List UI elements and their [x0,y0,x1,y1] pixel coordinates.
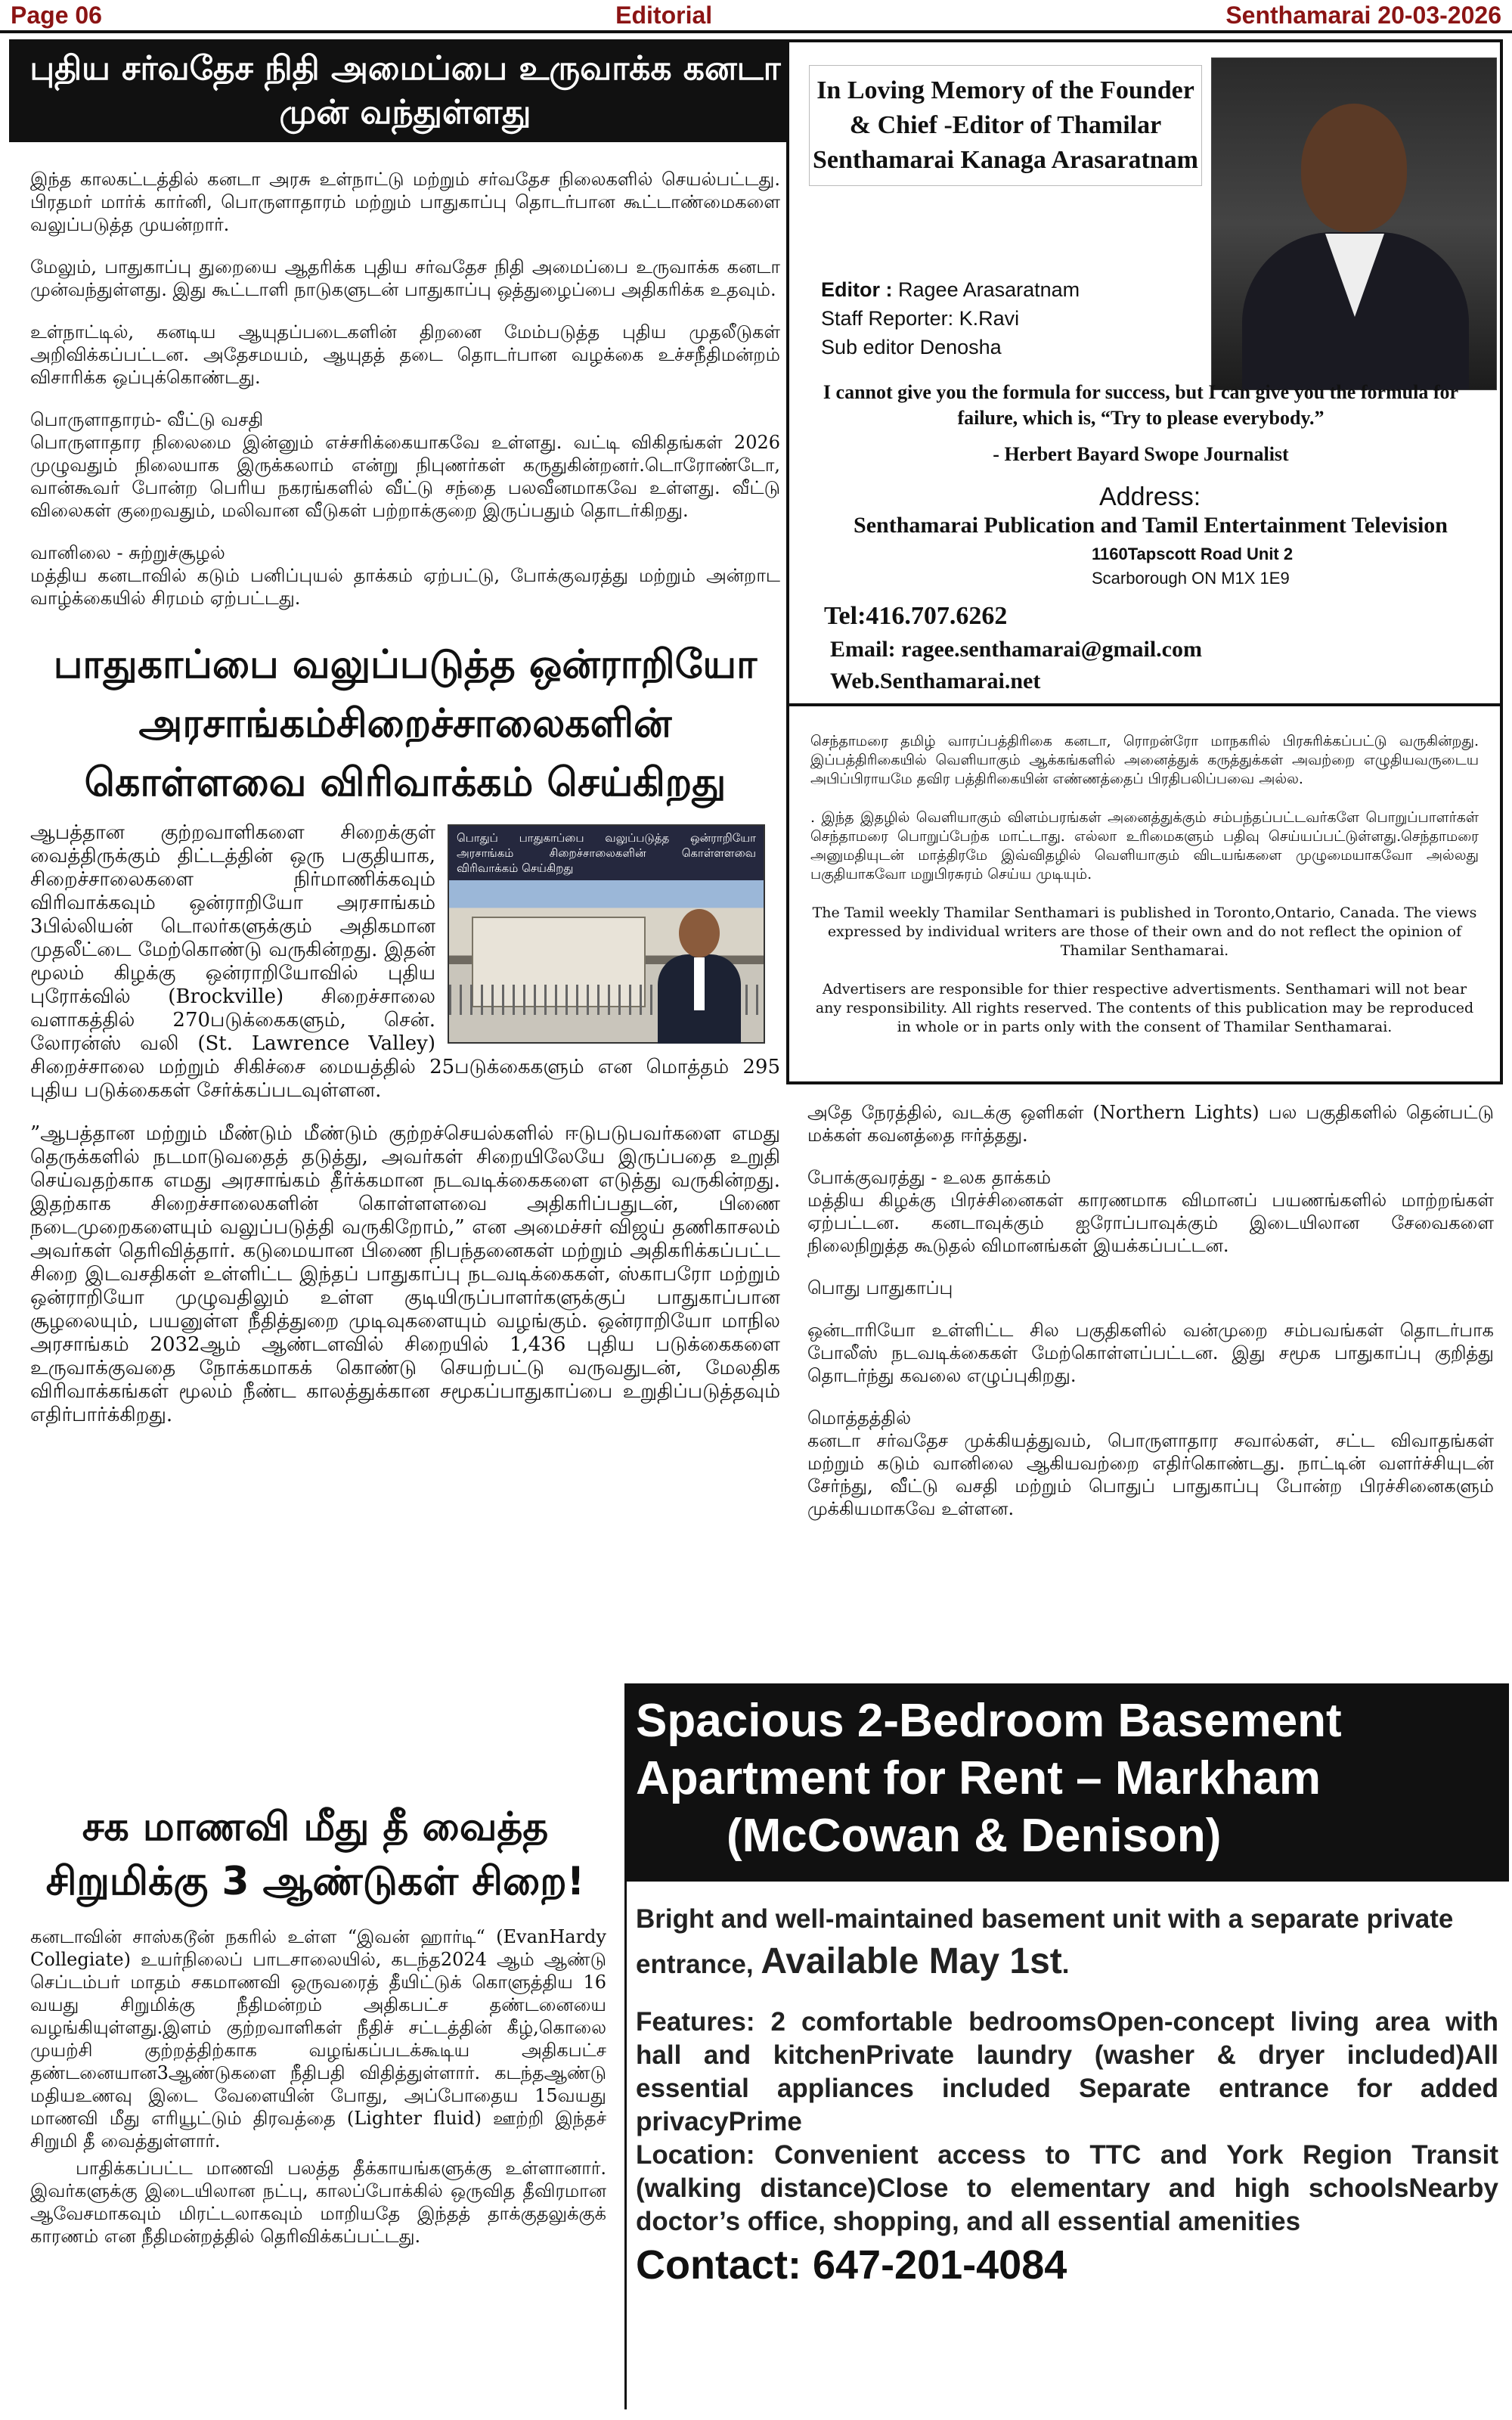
cont-sub2: பொது பாதுகாப்பு [807,1277,953,1298]
ad-title [627,1683,1509,1882]
ad-intro-para [636,1898,1498,1986]
ad-period: . [1061,1950,1070,1979]
address-label: Address: [1099,482,1201,511]
article2-p2: ”ஆபத்தான மற்றும் மீண்டும் மீண்டும் குற்றச்செயல்களில் ஈடுபடுபவர்களை எமது தெருக்களில் நடமாடுவதைத் தடுத்து, அவர்கள் சிறையிலேயே இருப்பதை உறுதி செய்வதற்காக எமது அரசாங்கம் தீர்க்கமான நடவடிக்கைகளை எடுத்து வருகின்றது. இதற்காக சிறைச்சாலைகளின் கொள்ளளவை அதிகரிப்பதுடன், பிணை நடைமுறைகளையும் வலுப்படுத்தி வருகிறோம்,” என அமைச்சர் விஜய் தணிகாசலம் அவர்கள் தெரிவித்தார். கடுமையான பிணை நிபந்தனைகள் மற்றும் அதிகரிக்கப்பட்ட சிறை இடவசதிகள் உள்ளிட்ட இந்தப் பாதுகாப்பு நடவடிக்கைகள், ஸ்காபரோ மற்றும் ஒன்ராறியோ முழுவதிலும் உள்ள குடியிருப்பாளர்களுக்குப் பாதுகாப்பான சூழலையும், பயனுள்ள நீதித்துறை முடிவுகளையும் வழங்கும். ஒன்ராறியோ மாநில அரசாங்கம் 2032ஆம் ஆண்டளவில் சிறையில் 1,436 புதிய படுக்கைகளை உருவாக்குவதை நோக்கமாகக் கொண்டு செயற்பட்டு வருவதுடன், மேலதிக விரிவாக்கங்கள் மூலம் நீண்ட காலத்துக்கான சமூகப்பாதுகாப்பை உறுதிப்படுத்தவும் எதிர்பார்க்கிறது. [30,1122,780,1426]
sub-editor-label: Sub editor [821,336,915,358]
article2-title: பாதுகாப்பை வலுப்படுத்த ஒன்ராறியோ அரசாங்கம்சிறைச்சாலைகளின் கொள்ளவை விரிவாக்கம் செய்கிறது [53,642,758,805]
article1-p3: உள்நாட்டில், கனடிய ஆயுதப்படைகளின் திறனை மேம்படுத்த புதிய முதலீடுகள் அறிவிக்கப்பட்டன. அதேசமயம், ஆயுதத் தடை தொடர்பான வழக்கை உச்சநீதிமன்றம் விசாரிக்க ஒப்புக்கொண்டது. [30,321,780,388]
rental-advertisement [624,1683,1509,2409]
cont-sub3: மொத்தத்தில் [807,1407,912,1429]
article3-body [9,1915,621,2248]
page-header [0,0,1512,33]
ad-contact: Contact: 647-201-4084 [636,2242,1067,2288]
article3-title: சக மாணவி மீது தீ வைத்த சிறுமிக்கு 3 ஆண்டுகள் சிறை! [45,1804,585,1904]
page-number: Page 06 [11,1,102,29]
disclaimer-english-1: The Tamil weekly Thamilar Senthamari is published in Toronto,Ontario, Canada. The views expressed by individual writers are those of their own and do not reflect the opinion of Thamilar Senthamarai. [812,904,1477,959]
address-street: 1160Tapscott Road Unit 2 [1092,544,1294,563]
founder-portrait [1211,57,1497,390]
quote-author: - Herbert Bayard Swope Journalist [993,443,1289,465]
article1-p1: இந்த காலகட்டத்தில் கனடா அரசு உள்நாட்டு மற்றும் சர்வதேச நிலைகளில் செயல்பட்டது. பிரதமர் மார்க் கார்னி, பொருளாதாரம் மற்றும் பாதுகாப்பு தொடர்பான கூட்டாண்மைகளை வலுப்படுத்த முயன்றார். [30,169,780,235]
article1-p2: மேலும், பாதுகாப்பு துறையை ஆதரிக்க புதிய சர்வதேச நிதி அமைப்பை உருவாக்க கனடா முன்வந்துள்ளது. இது கூட்டாளி நாடுகளுடன் பாதுகாப்பு ஒத்துழைப்பை அதிகரிக்க உதவும். [30,256,781,300]
cont-sub1: போக்குவரத்து - உலக தாக்கம் [807,1167,1052,1188]
photo-caption: பொதுப் பாதுகாப்பை வலுப்படுத்த ஒன்ராறியோ அரசாங்கம் சிறைச்சாலைகளின் கொள்ளளவை விரிவாக்கம் செய்கிறது [449,826,764,880]
article3 [9,1794,621,2267]
article1-continuation [807,1101,1494,1540]
section-name: Editorial [615,1,713,29]
article1-sub1: பொருளாதாரம்- வீட்டு வசதி [30,409,264,430]
website: Web.Senthamarai.net [830,669,1041,693]
cont-p2: மத்திய கிழக்கு பிரச்சினைகள் காரணமாக விமானப் பயணங்களில் மாற்றங்கள் ஏற்பட்டன. கனடாவுக்கும் ஐரோப்பாவுக்கும் இடையிலான சேவைகளை நிலைநிறுத்த கூடுதல் விமானங்கள் இயக்கப்பட்டன. [807,1190,1494,1256]
address-city: Scarborough ON M1X 1E9 [1092,569,1290,588]
staff-name: K.Ravi [959,307,1020,330]
article1-body [9,142,801,610]
prison-news-photo [448,824,765,1044]
quote-text: I cannot give you the formula for success, but I can give you the formula for failure, which is, “Try to please everybody.” [823,381,1459,429]
disclaimer-english-2: Advertisers are responsible for thier respective advertisments. Senthamari will not bear any responsibility. All rights reserved. The contents of this publication may be reproduced in whole or in parts only with the consent of Thamilar Senthamarai. [815,981,1474,1035]
right-column [786,39,1503,1084]
email-address: Email: ragee.senthamarai@gmail.com [830,637,1202,662]
article1-sub2: வானிலை - சுற்றுச்சூழல் [30,542,225,563]
editor-label: Editor : [821,278,893,301]
editor-name: Ragee Arasaratnam [898,278,1080,301]
paper-date: Senthamarai 20-03-2026 [1225,1,1501,29]
ad-body [627,1882,1509,2238]
disclaimer-tamil-2: . இந்த இதழில் வெளியாகும் விளம்பரங்கள் அனைத்துக்கும் சம்பந்தப்பட்டவர்களே பொறுப்பாளர்கள் செந்தாமரை பொறுப்பேற்க மாட்டாது. எல்லா உரிமைகளும் பதிவு செய்யப்பட்டுள்ளது.செந்தாமரை அனுமதியுடன் மாத்திரமே இவ்விதழில் வெளியாகும் விடயங்களை முழுமையாகவோ அல்லது பகுதியாகவோ மறுபிரசுரம் செய்ய முடியும். [810,809,1479,883]
article2-p1: ஆபத்தான குற்றவாளிகளை சிறைக்குள் வைத்திருக்கும் திட்டத்தின் ஒரு பகுதியாக, சிறைச்சாலைகளை நிர்மாணிக்கவும் விரிவாக்கவும் ஒன்ராறியோ அரசாங்கம் 3பில்லியன் டொலர்களுக்கும் அதிகமான முதலீட்டை மேற்கொண்டு வருகின்றது. இதன் மூலம் கிழக்கு ஒன்ராறியோவில் புதிய புரோக்வில் (Brockville) சிறைச்சாலை வளாகத்தில் 270படுக்கைகளும், சென். லோரன்ஸ் வலி (St. Lawrence Valley) சிறைச்சாலை மற்றும் சிகிச்சை மையத்தில் 25படுக்கைகளும் என மொத்தம் 295 புதிய படுக்கைகள் சேர்க்கப்படவுள்ளன. [30,821,780,1102]
memorial-title: In Loving Memory of the Founder & Chief -Editor of Thamilar Senthamarai Kanaga Arasaratnam [809,65,1202,186]
ad-features: Features: 2 comfortable bedroomsOpen-concept living area with hall and kitchenPrivate laundry (washer & dryer included)All essential appliances included Separate entrance for added privacyPrime [636,2007,1498,2136]
article1-p4: பொருளாதார நிலைமை இன்னும் எச்சரிக்கையாகவே உள்ளது. வட்டி விகிதங்கள் 2026 முழுவதும் நிலையாக இருக்கலாம் என்று நிபுணர்கள் கருதுகின்றனர்.டொரோண்டோ, வான்கூவர் போன்ற பெரிய நகரங்களில் வீட்டு சந்தை பலவீனமாகவே உள்ளது. வீட்டு விலைகள் குறைவதும், மலிவான வீடுகள் பற்றாக்குறை இருப்பதும் தொடர்கிறது. [30,432,780,521]
staff-label: Staff Reporter: [821,307,954,330]
article1-p5: மத்திய கனடாவில் கடும் பனிப்புயல் தாக்கம் ஏற்பட்டு, போக்குவரத்து மற்றும் அன்றாட வாழ்க்கையில் சிரமம் ஏற்பட்டது. [30,565,780,609]
ad-title-line3: (McCowan & Denison) [727,1810,1222,1862]
left-column [9,39,801,1447]
article3-p2: பாதிக்கப்பட்ட மாணவி பலத்த தீக்காயங்களுக்கு உள்ளானார். இவர்களுக்கு இடையிலான நட்பு, காலப்போக்கில் ஒருவித தீவிரமான ஆவேசமாகவும் மிரட்டலாகவும் மாறியதே இந்தத் தாக்குதலுக்குக் காரணம் என நீதிமன்றத்தில் தெரிவிக்கப்பட்டது. [30,2158,606,2247]
memorial-box [786,39,1503,706]
ad-location: Location: Convenient access to TTC and York Region Transit (walking distance)Close to elementary and high schoolsNearby doctor’s office, shopping, and all essential amenities [636,2140,1498,2236]
article3-p1: கனடாவின் சாஸ்கடூன் நகரில் உள்ள “இவன் ஹார்டி“ (EvanHardy Collegiate) உயர்நிலைப் பாடசாலையில், கடந்த2024 ஆம் ஆண்டு செப்டம்பர் மாதம் சகமாணவி ஒருவரைத் தீயிட்டுக் கொளுத்திய 16 வயது சிறுமிக்கு நீதிமன்றம் அதிகபட்ச தண்டனையை வழங்கியுள்ளது.இளம் குற்றவாளிகள் நீதிச் சட்டத்தின் கீழ்,கொலை முயற்சி குற்றத்திற்காக வழங்கப்படக்கூடிய அதிகபட்ச தண்டனையான3ஆண்டுகளை நீதிபதி விதித்துள்ளார். கடந்தஆண்டு மதியஉணவு இடை வேளையின் போது, அப்போதைய 15வயது மாணவி மீது எரியூட்டும் திரவத்தை (Lighter fluid) ஊற்றி இந்தச் சிறுமி தீ வைத்துள்ளார். [30,1926,606,2152]
cont-p1: அதே நேரத்தில், வடக்கு ஒளிகள் (Northern Lights) பல பகுதிகளில் தென்பட்டு மக்கள் கவனத்தை ஈர்த்தது. [807,1102,1494,1146]
minister-photo [658,909,741,1044]
ad-intro: Bright and well-maintained basement unit with a separate private entrance, [636,1904,1454,1979]
article2-body [9,817,801,1427]
cont-p4: கனடா சர்வதேச முக்கியத்துவம், பொருளாதார சவால்கள், சட்ட விவாதங்கள் மற்றும் கடும் வானிலை ஆகியவற்றை எதிர்கொண்டது. நாட்டின் வளர்ச்சியுடன் சேர்ந்து, வீட்டு வசதி மற்றும் பொதுப் பாதுகாப்பு போன்ற பிரச்சினைகளும் முக்கியமாகவே உள்ளன. [807,1430,1494,1519]
staff-list [821,275,1080,361]
disclaimer-tamil-1: செந்தாமரை தமிழ் வாரப்பத்திரிகை கனடா, ரொறன்ரோ மாநகரில் பிரசுரிக்கப்பட்டு வருகின்றது. இப்பத்திரிகையில் வெளியாகும் ஆக்கங்களில் அனைத்துக் கருத்துக்கள் அவற்றை எழுதியவருடைய அபிப்பிராயமே தவிர பத்திரிகையின் எண்ணத்தைப் பிரதிபலிப்பவை அல்ல. [810,733,1479,787]
ad-title-line2: Apartment for Rent – Markham [636,1752,1321,1804]
article1-title: புதிய சர்வதேச நிதி அமைப்பை உருவாக்க கனடா முன் வந்துள்ளது [9,39,801,142]
cont-p3: ஒன்டாரியோ உள்ளிட்ட சில பகுதிகளில் வன்முறை சம்பவங்கள் தொடர்பாக போலீஸ் நடவடிக்கைகள் மேற்கொள்ளப்பட்டன. இது சமூக பாதுகாப்பு குறித்து தொடர்ந்து கவலை எழுப்புகிறது. [807,1320,1494,1386]
disclaimer-box [786,706,1503,1084]
sub-editor-name: Denosha [919,336,1002,358]
ad-available: Available May 1st [761,1941,1062,1981]
ad-title-line1: Spacious 2-Bedroom Basement [636,1695,1342,1747]
address-org: Senthamarai Publication and Tamil Entertainment Television [854,513,1448,538]
phone-number: Tel:416.707.6262 [824,602,1008,630]
